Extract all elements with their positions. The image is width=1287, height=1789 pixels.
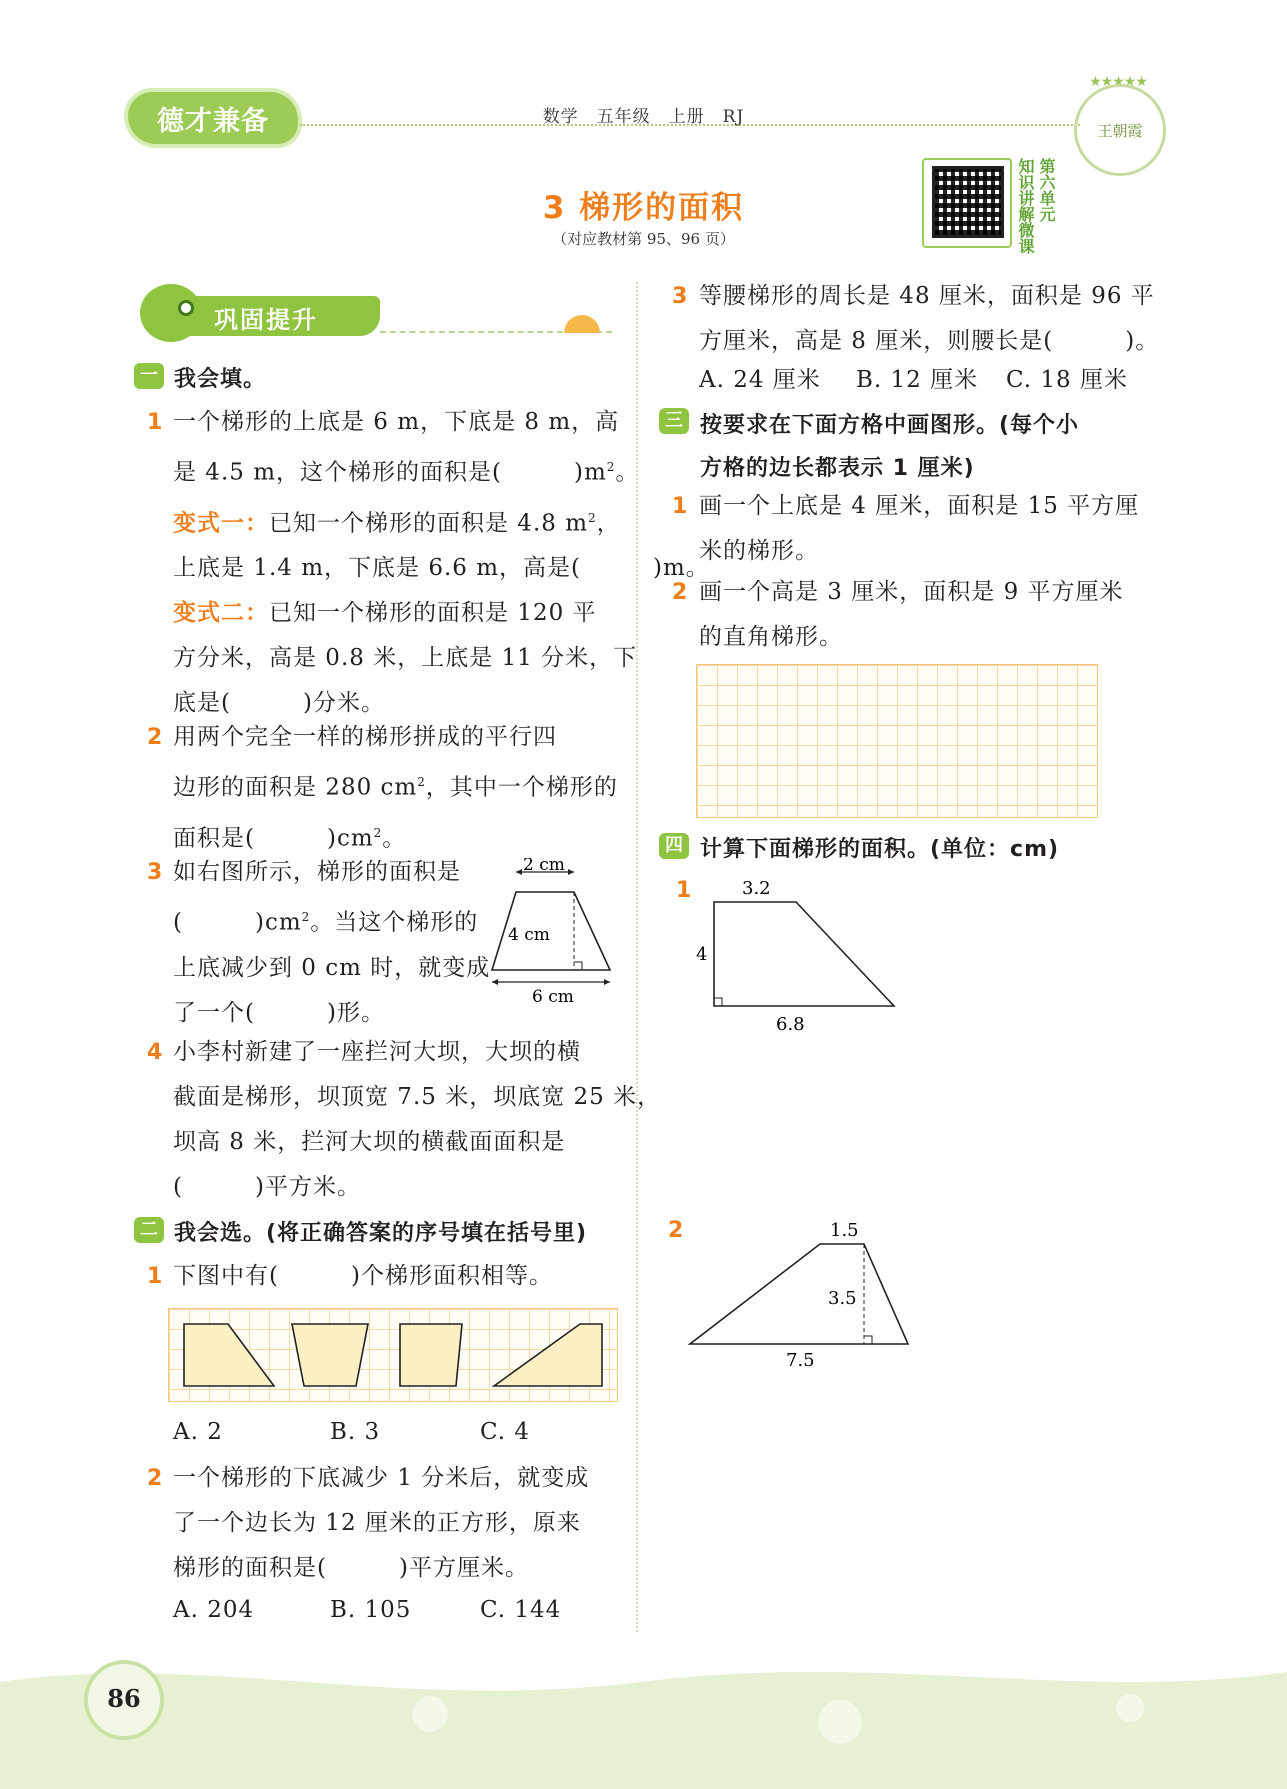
s1-q3-trapezoid-figure (488, 858, 618, 1006)
s2-q2-line3: 梯形的面积是( )平方厘米。 (173, 1555, 529, 1581)
s3-q2-text (699, 570, 1124, 660)
s3-q1-line1: 画一个上底是 4 厘米，面积是 15 平方厘 (699, 493, 1140, 519)
variant1-label: 变式一： (173, 510, 269, 537)
s1-q1-sup: 2 (606, 460, 616, 474)
s1-q2-line2b: ，其中一个梯形的 (425, 774, 618, 801)
section-4-badge: 四 (659, 833, 689, 859)
f1-height-label: 4 (696, 944, 708, 965)
s1-q1-line1: 一个梯形的上底是 6 m，下底是 8 m，高 (173, 409, 620, 435)
page-subtitle: （对应教材第 95、96 页） (552, 230, 735, 248)
page-number: 86 (107, 1684, 141, 1713)
s2-q1-trapezoids (168, 1308, 618, 1404)
s2-q1-text: 下图中有( )个梯形面积相等。 (173, 1263, 553, 1289)
s2-q1-option-a: A. 2 (173, 1419, 223, 1445)
s3-q1-number: 1 (672, 494, 688, 519)
trapezoid-c (400, 1324, 462, 1386)
s1-q4-text (173, 1030, 661, 1210)
bubble-icon-2 (818, 1700, 862, 1744)
s1-q3-line1: 如右图所示，梯形的面积是 (173, 859, 461, 885)
trapezoid-a (184, 1324, 274, 1386)
s1-q1-variant2-line2: 方分米，高是 0.8 米，上底是 11 分米，下 (173, 645, 638, 672)
bubble-icon (412, 1696, 448, 1732)
f2-top-label: 1.5 (830, 1220, 859, 1241)
s1-q3-line2 (173, 895, 490, 946)
section-3-title-line1: 按要求在下面方格中画图形。(每个小 (700, 413, 1080, 438)
arrow-left-icon-2 (492, 979, 498, 985)
arrow-right-icon-2 (604, 979, 610, 985)
s1-q1-number: 1 (147, 410, 163, 435)
s4-f1-figure (690, 870, 910, 1040)
s1-q1-variant2-line1 (173, 591, 710, 636)
right-angle-mark-2 (864, 1336, 872, 1344)
publisher-seal: 王朝霞 (1074, 84, 1166, 176)
variant1-text-b: ， (596, 510, 621, 537)
drawing-grid[interactable] (696, 664, 1098, 818)
right-angle-mark (574, 962, 582, 970)
micro-lesson-label: 知识讲解微课 (1016, 158, 1035, 254)
s2-q3-option-a: A. 24 厘米 (699, 367, 821, 393)
s4-f1-number: 1 (676, 878, 692, 903)
footer-wave-shape (0, 1672, 1287, 1789)
page-title: 3 梯形的面积 (542, 190, 745, 226)
brand-logo: 德才兼备 (128, 92, 298, 144)
whale-eye-icon (178, 300, 194, 316)
variant2-text: 已知一个梯形的面积是 120 平 (269, 600, 597, 627)
s2-q3-line1: 等腰梯形的周长是 48 厘米，面积是 96 平 (699, 283, 1155, 309)
s1-q3-line3: 上底减少到 0 cm 时，就变成 (173, 954, 491, 981)
s1-q4-line4: ( )平方米。 (173, 1174, 361, 1200)
s1-q3-line4: 了一个( )形。 (173, 999, 385, 1026)
unit-label: 第六单元 (1037, 158, 1056, 222)
s1-q2-line3a: 面积是( )cm (173, 825, 374, 852)
s2-q2-number: 2 (147, 1466, 163, 1491)
trapezoid-2 (690, 1244, 908, 1344)
s1-q2-line2a: 边形的面积是 280 cm (173, 774, 418, 801)
s3-q2-line1: 画一个高是 3 厘米，面积是 9 平方厘米 (699, 579, 1124, 605)
section-2-title: 我会选。(将正确答案的序号填在括号里) (174, 1221, 588, 1246)
s1-q2-sup: 2 (417, 775, 426, 789)
s2-q3-text (699, 274, 1159, 364)
section-ribbon-title: 巩固提升 (214, 306, 318, 334)
variant1-sup: 2 (588, 510, 597, 525)
trapezoid-d (494, 1324, 602, 1386)
section-3-badge: 三 (659, 408, 689, 434)
s1-q1-variant2-line3: 底是( )分米。 (173, 690, 385, 717)
s1-q2-number: 2 (147, 725, 163, 750)
s1-q1-variant1-line2: 上底是 1.4 m，下底是 6.6 m，高是( )m。 (173, 555, 710, 582)
s1-q3-number: 3 (147, 860, 163, 885)
s2-q1-option-b: B. 3 (330, 1419, 381, 1445)
s2-q2-option-b: B. 105 (330, 1597, 412, 1623)
s1-q4-line1: 小李村新建了一座拦河大坝，大坝的横 (173, 1039, 581, 1065)
s2-q3-number: 3 (672, 284, 688, 309)
s1-q4-number: 4 (147, 1040, 163, 1065)
f1-bottom-label: 6.8 (776, 1014, 805, 1035)
s2-q1-option-c: C. 4 (480, 1419, 531, 1445)
fig-top-label: 2 cm (523, 858, 565, 875)
section-3-title-line2: 方格的边长都表示 1 厘米) (700, 456, 975, 481)
qr-code-icon[interactable] (932, 166, 1004, 238)
s1-q4-line3: 坝高 8 米，拦河大坝的横截面面积是 (173, 1129, 566, 1155)
right-angle-mark-1 (714, 998, 722, 1006)
s3-q2-number: 2 (672, 580, 688, 605)
section-4-title: 计算下面梯形的面积。(单位：cm) (700, 837, 1060, 862)
s2-q2-text (173, 1456, 589, 1591)
s1-q3-line2a: ( )cm (173, 909, 302, 936)
f2-bottom-label: 7.5 (786, 1350, 815, 1371)
variant1-text-a: 已知一个梯形的面积是 4.8 m (269, 510, 589, 537)
s1-q2-line1: 用两个完全一样的梯形拼成的平行四 (173, 724, 557, 750)
arrow-left-icon (516, 869, 522, 875)
s3-q1-line2: 米的梯形。 (699, 538, 819, 564)
arrow-right-icon (568, 869, 574, 875)
s2-q2-line1: 一个梯形的下底减少 1 分米后，就变成 (173, 1465, 590, 1491)
s1-q1-line2b: 。 (615, 459, 640, 486)
section-3-title (700, 404, 1079, 490)
s1-q4-line2: 截面是梯形，坝顶宽 7.5 米，坝底宽 25 米， (173, 1084, 662, 1110)
f1-top-label: 3.2 (742, 878, 771, 899)
f2-height-label: 3.5 (828, 1288, 857, 1309)
bubble-icon-3 (1116, 1694, 1144, 1722)
fig-bottom-label: 6 cm (532, 987, 574, 1006)
s1-q1-line2a: 是 4.5 m，这个梯形的面积是( )m (173, 459, 607, 486)
star-icons: ★★★★★ (1089, 74, 1147, 90)
s4-f2-figure (684, 1214, 924, 1374)
s1-q2-line2 (173, 760, 618, 811)
right-trapezoid-1 (714, 902, 894, 1006)
s2-q3-line2: 方厘米，高是 8 厘米，则腰长是( )。 (699, 328, 1160, 354)
sun-icon (564, 315, 600, 333)
s1-q3-text (173, 850, 490, 1036)
footer-wave (0, 1652, 1287, 1789)
s4-f2-number: 2 (668, 1218, 684, 1243)
s3-q1-text (699, 484, 1139, 574)
s2-q3-option-b: B. 12 厘米 (856, 367, 979, 393)
header-meta: 数学 五年级 上册 RJ (542, 107, 745, 127)
s1-q1-line2 (173, 445, 710, 496)
s1-q2-line3b: 。 (382, 825, 407, 852)
s2-q2-line2: 了一个边长为 12 厘米的正方形，原来 (173, 1510, 581, 1536)
variant2-label: 变式二： (173, 600, 269, 627)
trapezoid-b (292, 1324, 368, 1386)
s1-q3-sup: 2 (301, 910, 311, 924)
section-1-title: 我会填。 (174, 367, 267, 392)
s2-q2-option-a: A. 204 (173, 1597, 255, 1623)
s1-q1-variant1-line1 (173, 496, 710, 547)
section-2-badge: 二 (134, 1217, 164, 1243)
s1-q1-text (173, 400, 710, 726)
s1-q2-text (173, 715, 618, 861)
s1-q2-sup2: 2 (373, 825, 383, 840)
section-1-badge: 一 (134, 363, 164, 389)
fig-height-label: 4 cm (508, 925, 550, 945)
s2-q1-number: 1 (147, 1264, 163, 1289)
s3-q2-line2: 的直角梯形。 (699, 624, 843, 650)
s1-q3-line2b: 。当这个梯形的 (310, 909, 479, 936)
s2-q3-option-c: C. 18 厘米 (1006, 367, 1128, 393)
s2-q2-option-c: C. 144 (480, 1597, 562, 1623)
